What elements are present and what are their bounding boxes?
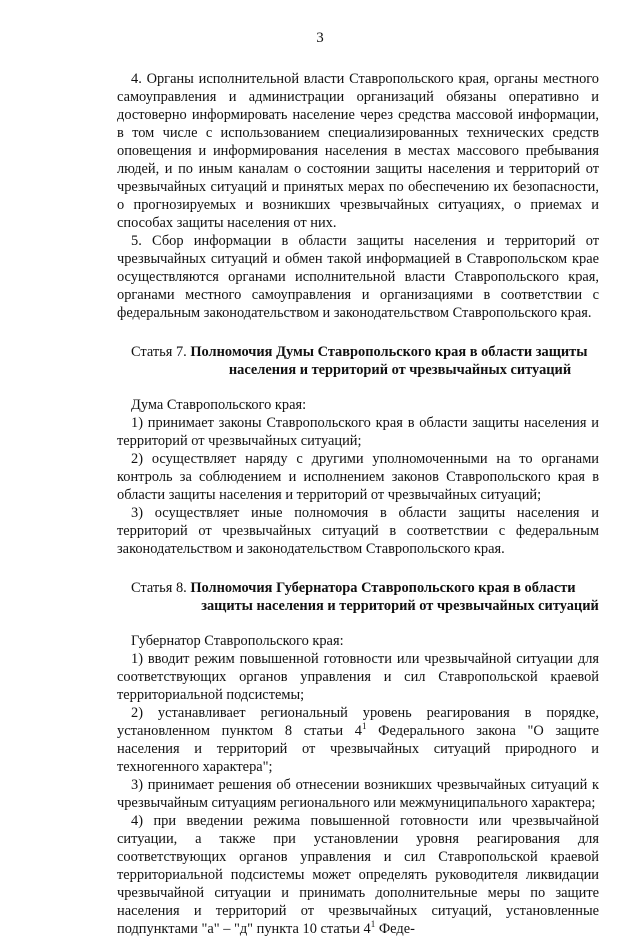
article-7-title-line1: Полномочия Думы Ставропольского края в области защиты <box>190 344 588 360</box>
article-8-item-1: 1) вводит режим повышенной готовности или чрезвычайной ситуации для соответствующих органов управления и сил Ставропольской краевой территориальной подсистемы; <box>117 651 599 703</box>
article-7-heading <box>117 343 599 379</box>
paragraph-4: 4. Органы исполнительной власти Ставропольского края, органы местного самоуправления и администрации организаций обязаны оперативно и достоверно информировать население через средства массовой информации, в том числе с использованием специализированных технических средств оповещения и информирования населения в местах массового пребывания людей, и по иным каналам о состоянии защиты населения и территорий от чрезвычайных ситуаций и принятых мерах по обеспечению их безопасности, о прогнозируемых и возникших чрезвычайных ситуациях, о приемах и способах защиты населения от них. <box>117 71 599 231</box>
article-8-heading <box>117 579 599 615</box>
paragraph-5: 5. Сбор информации в области защиты населения и территорий от чрезвычайных ситуаций и обмен такой информацией в Ставропольском крае осуществляются органами исполнительной власти Ставропольского края, органами местного самоуправления и организациями в соответствии с федеральным законодательством и законодательством Ставропольского края. <box>117 233 599 321</box>
article-7-item-2: 2) осуществляет наряду с другими уполномоченными на то органами контроль за соблюдением и исполнением законов Ставропольского края в области защиты населения и территорий от чрезвычайных ситуаций; <box>117 451 599 503</box>
article-8-item-4 <box>117 812 599 938</box>
article-8-item-2-superscript: 1 <box>362 721 367 732</box>
article-7-number: Статья 7. <box>131 344 187 360</box>
article-8-item-3: 3) принимает решения об отнесении возникших чрезвычайных ситуаций к чрезвычайным ситуациям регионального или межмуниципального характера; <box>117 777 599 811</box>
article-8-item-2-text-b: Федерального закона "О защите населения и территорий от чрезвычайных ситуаций природного и техногенного характера"; <box>117 723 599 775</box>
article-8-item-2 <box>117 704 599 776</box>
article-7-item-1: 1) принимает законы Ставропольского края в области защиты населения и территорий от чрезвычайных ситуаций; <box>117 415 599 449</box>
article-7-item-3: 3) осуществляет иные полномочия в области защиты населения и территорий от чрезвычайных ситуаций в соответствии с федеральным законодательством и законодательством Ставропольского края. <box>117 505 599 557</box>
article-8-title-line1: Полномочия Губернатора Ставропольского края в области <box>190 580 576 596</box>
article-7-lead: Дума Ставропольского края: <box>131 397 307 413</box>
article-8-title-line2: защиты населения и территорий от чрезвычайных ситуаций <box>201 598 599 614</box>
article-8-item-2-text-a: 2) устанавливает региональный уровень реагирования в порядке, установленном пунктом 8 статьи 4 <box>117 705 599 739</box>
page-number: 3 <box>316 30 324 46</box>
article-8-number: Статья 8. <box>131 580 187 596</box>
article-8-item-4-superscript: 1 <box>370 919 376 930</box>
article-8-item-4-text-b: Феде- <box>375 921 415 937</box>
document-body <box>117 70 599 938</box>
article-8-item-4-text-a: 4) при введении режима повышенной готовности или чрезвычайной ситуации, а также при установлении уровня реагирования для соответствующих органов управления и сил Ставропольской краевой территориальной подсистемы может определять руководителя ликвидации чрезвычайной ситуации и принимать дополнительные меры по защите населения и территорий от чрезвычайных ситуаций, установленные подпунктами "а" – "д" пункта 10 статьи 4 <box>117 813 599 937</box>
article-7-title-line2: населения и территорий от чрезвычайных ситуаций <box>228 362 572 378</box>
article-8-lead: Губернатор Ставропольского края: <box>131 633 344 649</box>
